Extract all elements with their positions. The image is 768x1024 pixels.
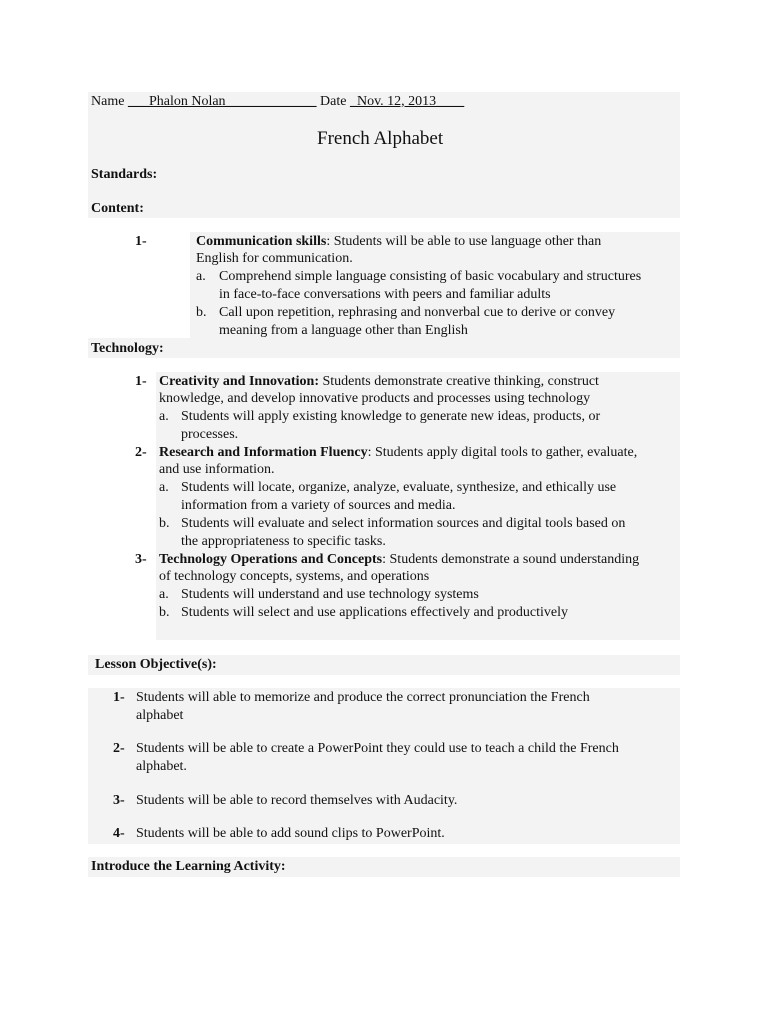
technology-sub-text: Students will apply existing knowledge to generate new ideas, products, or — [181, 409, 601, 424]
technology-sub-text: Students will select and use applications effectively and productively — [181, 605, 568, 620]
objective-number: 1- — [113, 690, 125, 705]
standards-heading: Standards: — [91, 167, 158, 182]
technology-sub-letter: a. — [159, 587, 169, 602]
technology-heading-band — [88, 338, 680, 358]
name-line — [91, 94, 464, 110]
technology-sub-letter: a. — [159, 409, 169, 424]
technology-item-line: Research and Information Fluency: Students apply digital tools to gather, evaluate, — [159, 445, 638, 460]
objective-text: alphabet — [136, 708, 184, 723]
date-value: _Nov. 12, 2013____ — [349, 94, 465, 109]
content-sub-text: meaning from a language other than English — [219, 323, 468, 338]
objective-number: 4- — [113, 826, 125, 841]
objective-number: 3- — [113, 793, 125, 808]
technology-sub-text: processes. — [181, 427, 239, 442]
content-item-number: 1- — [135, 234, 147, 249]
lesson-objectives-heading: Lesson Objective(s): — [95, 657, 217, 672]
intro-activity-heading: Introduce the Learning Activity: — [91, 859, 286, 874]
technology-item-number: 1- — [135, 374, 147, 389]
objective-text: Students will be able to add sound clips to PowerPoint. — [136, 826, 445, 841]
content-item-line: English for communication. — [196, 251, 353, 266]
objective-text: Students will be able to create a PowerPoint they could use to teach a child the French — [136, 741, 619, 756]
technology-sub-letter: b. — [159, 605, 170, 620]
header-band — [88, 92, 680, 218]
content-sub-text: Call upon repetition, rephrasing and nonverbal cue to derive or convey — [219, 305, 616, 320]
technology-item-title: Technology Operations and Concepts — [159, 552, 383, 567]
content-sub-text: Comprehend simple language consisting of basic vocabulary and structures — [219, 269, 642, 284]
technology-sub-text: information from a variety of sources and media. — [181, 498, 456, 513]
content-heading: Content: — [91, 201, 144, 216]
technology-item-line: and use information. — [159, 462, 275, 477]
name-label: Name — [91, 94, 125, 109]
technology-sub-text: Students will understand and use technology systems — [181, 587, 479, 602]
objective-number: 2- — [113, 741, 125, 756]
objective-text: Students will be able to record themselves with Audacity. — [136, 793, 458, 808]
technology-item-line: Creativity and Innovation: Students demonstrate creative thinking, construct — [159, 374, 599, 389]
technology-item-number: 3- — [135, 552, 147, 567]
content-item-line: Communication skills: Students will be able to use language other than — [196, 234, 602, 249]
technology-sub-letter: a. — [159, 480, 169, 495]
technology-item-line: knowledge, and develop innovative products and processes using technology — [159, 391, 591, 406]
content-sub-letter: a. — [196, 269, 206, 284]
content-sub-letter: b. — [196, 305, 207, 320]
technology-sub-text: the appropriateness to specific tasks. — [181, 534, 386, 549]
objective-text: alphabet. — [136, 759, 187, 774]
technology-sub-letter: b. — [159, 516, 170, 531]
content-sub-text: in face-to-face conversations with peers and familiar adults — [219, 287, 551, 302]
technology-sub-text: Students will evaluate and select information sources and digital tools based on — [181, 516, 626, 531]
page-title: French Alphabet — [317, 128, 444, 149]
technology-item-line: of technology concepts, systems, and operations — [159, 569, 430, 584]
technology-sub-text: Students will locate, organize, analyze, evaluate, synthesize, and ethically use — [181, 480, 617, 495]
technology-item-title: Research and Information Fluency — [159, 445, 368, 460]
objective-text: Students will able to memorize and produce the correct pronunciation the French — [136, 690, 590, 705]
technology-item-line: Technology Operations and Concepts: Students demonstrate a sound understanding — [159, 552, 640, 567]
date-label: Date — [320, 94, 347, 109]
content-item-title: Communication skills — [196, 234, 327, 249]
technology-item-number: 2- — [135, 445, 147, 460]
name-value: ___Phalon Nolan_____________ — [127, 94, 317, 109]
technology-item-title: Creativity and Innovation: — [159, 374, 319, 389]
technology-heading: Technology: — [91, 341, 164, 356]
